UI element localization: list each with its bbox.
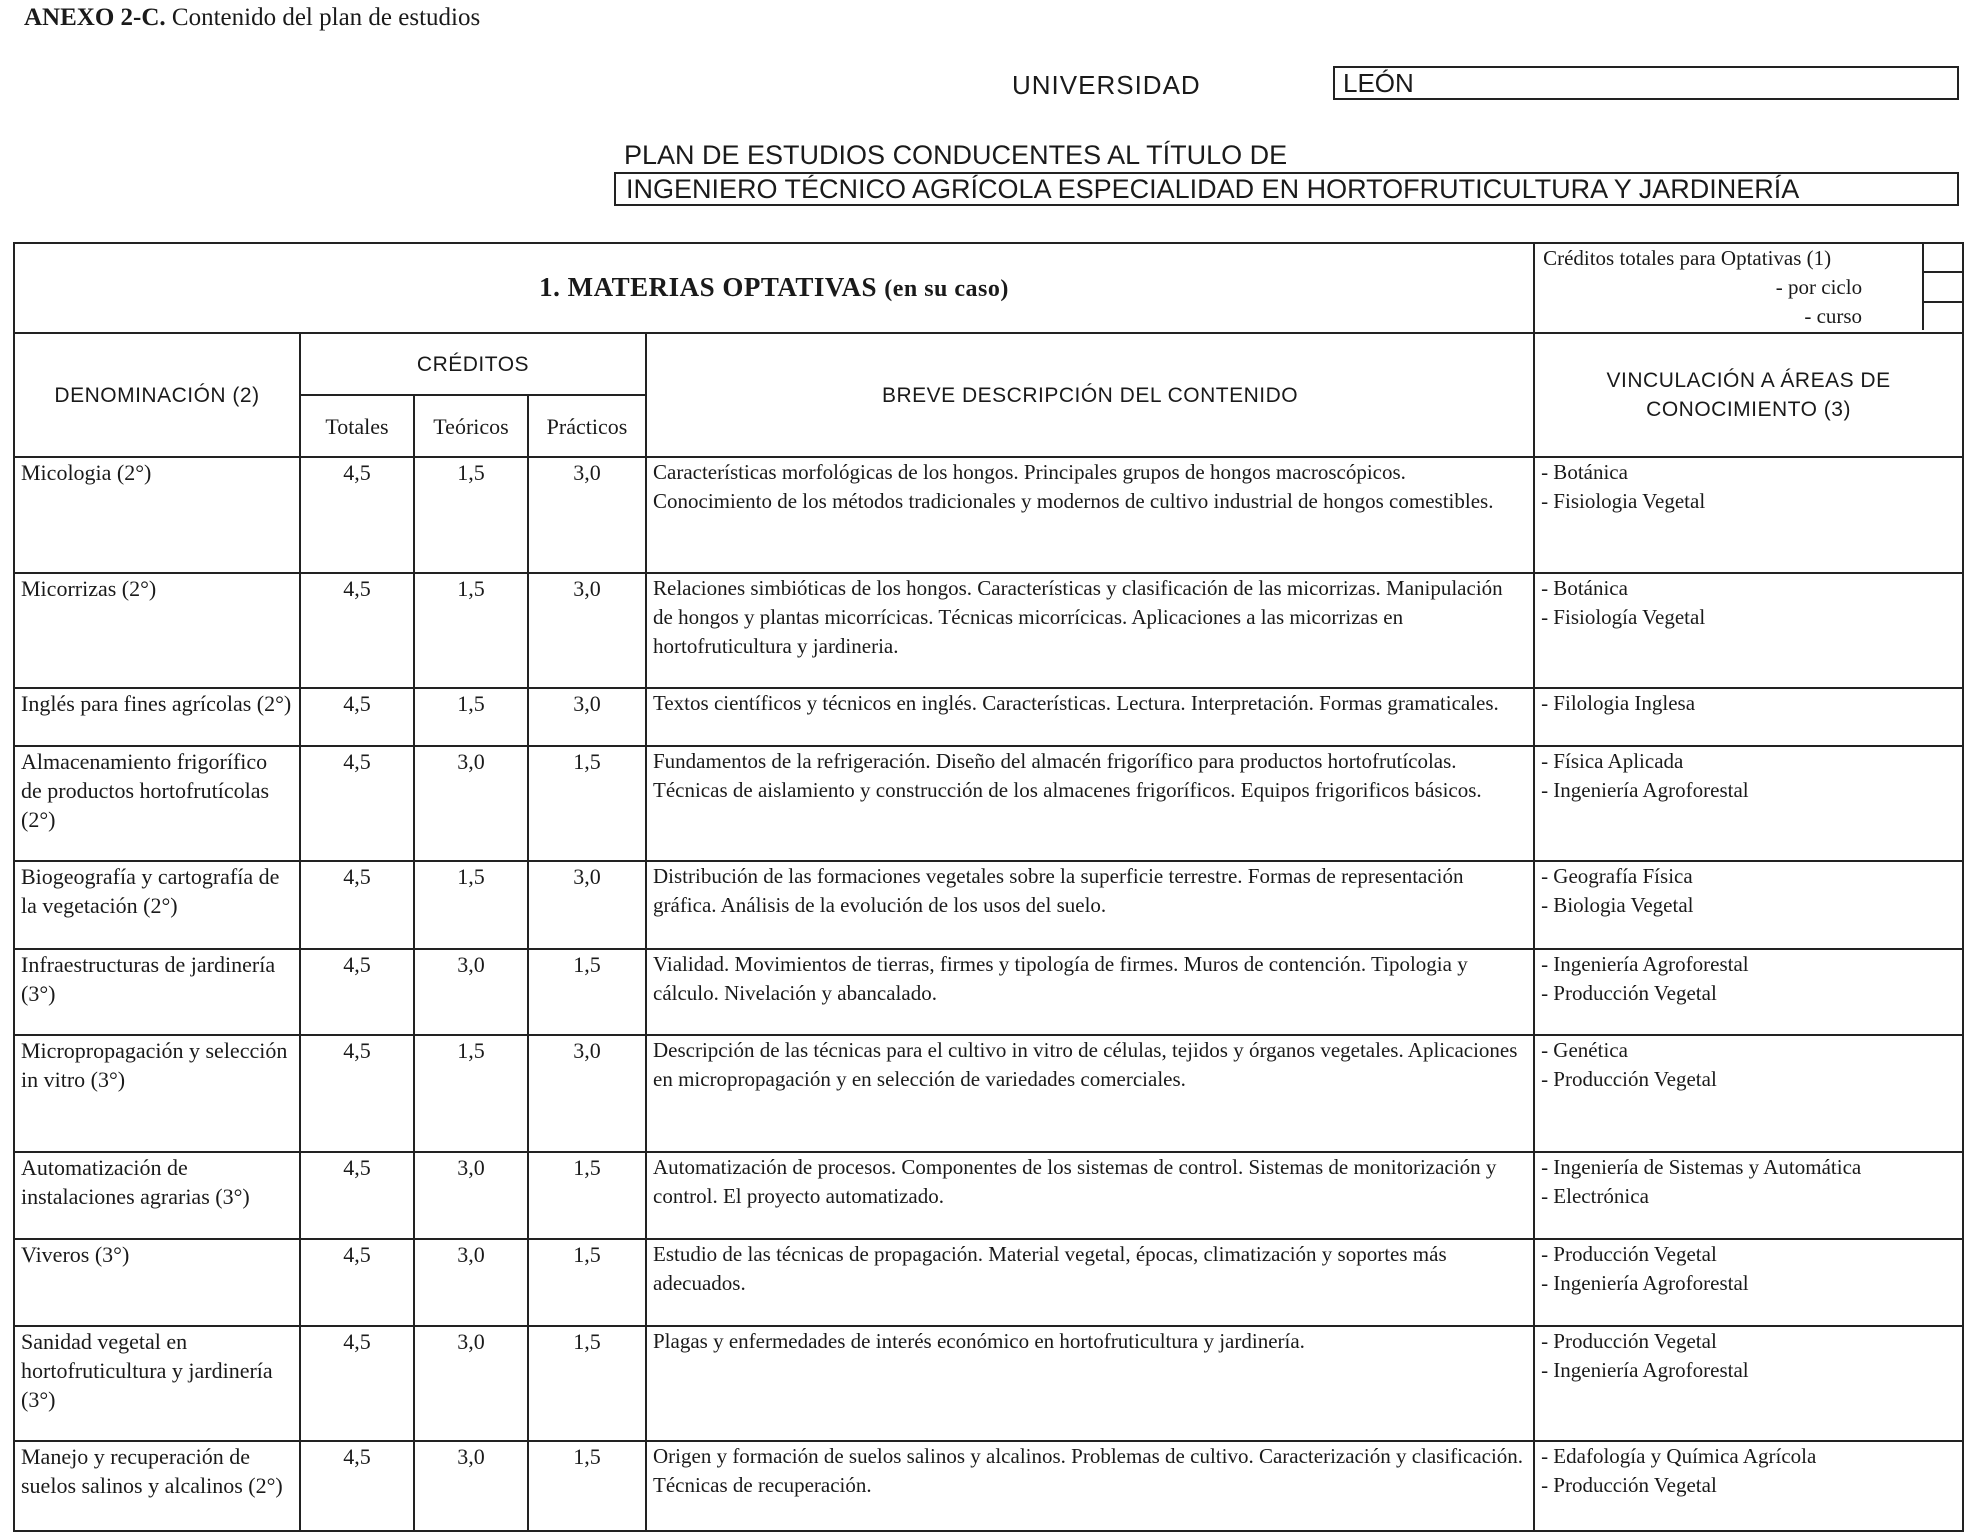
subject-description: Plagas y enfermedades de interés económico en hortofruticultura y jardinería. [646,1326,1534,1441]
knowledge-areas [1534,1239,1963,1326]
area-item: - Electrónica [1541,1184,1649,1208]
subject-description: Textos científicos y técnicos en inglés. Características. Lectura. Interpretación. Formas gramaticales. [646,688,1534,746]
area-item: - Producción Vegetal [1541,1473,1717,1497]
annex-text: Contenido del plan de estudios [171,4,481,31]
knowledge-areas [1534,1326,1963,1441]
knowledge-areas [1534,1035,1963,1152]
credits-totales: 4,5 [300,1239,414,1326]
optional-subjects-table [13,242,1964,1532]
col-totales: Totales [300,395,414,457]
knowledge-areas [1534,1441,1963,1531]
subject-description: Características morfológicas de los hongos. Principales grupos de hongos macroscópicos. Conocimiento de los métodos tradicionales y modernos de cultivo industrial de hongos comestibles. [646,457,1534,573]
knowledge-areas [1534,688,1963,746]
subject-description: Automatización de procesos. Componentes de los sistemas de control. Sistemas de monitorización y control. El proyecto automatizado. [646,1152,1534,1239]
credits-teoricos: 3,0 [414,1326,528,1441]
credits-totales: 4,5 [300,949,414,1035]
col-denominacion: DENOMINACIÓN (2) [14,333,300,457]
table-row [14,457,1963,573]
area-item: - Geografía Física [1541,864,1693,888]
credits-teoricos: 3,0 [414,949,528,1035]
subject-name: Inglés para fines agrícolas (2°) [14,688,300,746]
table-row [14,1441,1963,1531]
credits-totales: 4,5 [300,1152,414,1239]
subject-name: Biogeografía y cartografía de la vegetación (2°) [14,861,300,949]
table-row [14,861,1963,949]
credits-totales: 4,5 [300,688,414,746]
table-row [14,746,1963,861]
area-item: - Ingeniería Agroforestal [1541,952,1749,976]
area-item: - Edafología y Química Agrícola [1541,1444,1817,1468]
credits-totales: 4,5 [300,1441,414,1531]
subject-description: Vialidad. Movimientos de tierras, firmes y tipología de firmes. Muros de contención. Tipologia y cálculo. Nivelación y abancalado. [646,949,1534,1035]
subject-name: Micropropagación y selección in vitro (3°) [14,1035,300,1152]
area-item: - Botánica [1541,576,1628,600]
subject-description: Descripción de las técnicas para el cultivo in vitro de células, tejidos y órganos vegetales. Aplicaciones en micropropagación y en selección de variedades comerciales. [646,1035,1534,1152]
subject-name: Almacenamiento frigorífico de productos hortofrutícolas (2°) [14,746,300,861]
subject-name: Sanidad vegetal en hortofruticultura y jardinería (3°) [14,1326,300,1441]
table-row [14,688,1963,746]
credits-practicos: 1,5 [528,1152,646,1239]
credits-practicos: 1,5 [528,1441,646,1531]
credits-teoricos: 3,0 [414,746,528,861]
annex-label: ANEXO 2-C. [24,4,166,31]
university-label: UNIVERSIDAD [1012,70,1201,100]
area-item: - Genética [1541,1038,1628,1062]
credits-teoricos: 1,5 [414,688,528,746]
credits-practicos: 1,5 [528,746,646,861]
credits-teoricos: 1,5 [414,457,528,573]
credits-totales: 4,5 [300,1035,414,1152]
area-item: - Filologia Inglesa [1541,691,1696,715]
area-item: - Fisiología Vegetal [1541,605,1706,629]
credits-practicos: 3,0 [528,1035,646,1152]
table-row [14,1239,1963,1326]
area-item: - Física Aplicada [1541,749,1684,773]
col-descripcion: BREVE DESCRIPCIÓN DEL CONTENIDO [646,333,1534,457]
area-item: - Ingeniería Agroforestal [1541,1358,1749,1382]
credits-course-label: - curso [1804,304,1863,328]
table-row [14,1035,1963,1152]
area-item: - Producción Vegetal [1541,1067,1717,1091]
knowledge-areas [1534,573,1963,688]
section-title-note: (en su caso) [884,275,1009,302]
subject-description: Relaciones simbióticas de los hongos. Características y clasificación de las micorrizas. Manipulación de hongos y plantas micorrícicas. Técnicas micorrícicas. Aplicaciones a las micorrizas en hortofruticultura y jardineria. [646,573,1534,688]
subject-name: Infraestructuras de jardinería (3°) [14,949,300,1035]
credits-totales: 4,5 [300,1326,414,1441]
credits-practicos: 1,5 [528,1326,646,1441]
section-title-main: 1. MATERIAS OPTATIVAS [539,271,877,302]
total-credits-box [1534,243,1963,333]
col-practicos: Prácticos [528,395,646,457]
credits-teoricos: 1,5 [414,1035,528,1152]
subject-description: Estudio de las técnicas de propagación. Material vegetal, épocas, climatización y soportes más adecuados. [646,1239,1534,1326]
plan-heading: PLAN DE ESTUDIOS CONDUCENTES AL TÍTULO DE [624,140,1288,170]
credits-total-label: Créditos totales para Optativas (1) [1543,246,1832,270]
table-row [14,1326,1963,1441]
credits-totales: 4,5 [300,457,414,573]
credits-teoricos: 3,0 [414,1441,528,1531]
col-teoricos: Teóricos [414,395,528,457]
credits-practicos: 3,0 [528,573,646,688]
credits-totales: 4,5 [300,573,414,688]
area-item: - Ingeniería de Sistemas y Automática [1541,1155,1862,1179]
subject-name: Micologia (2°) [14,457,300,573]
credits-totales: 4,5 [300,746,414,861]
credits-practicos: 3,0 [528,861,646,949]
credits-per-cycle-label: - por ciclo [1775,275,1863,299]
area-item: - Producción Vegetal [1541,1242,1717,1266]
university-value: LEÓN [1333,66,1959,100]
table-row [14,573,1963,688]
credits-practicos: 3,0 [528,688,646,746]
annex-heading [24,4,480,32]
credits-totales: 4,5 [300,861,414,949]
subject-description: Distribución de las formaciones vegetales sobre la superficie terrestre. Formas de representación gráfica. Análisis de la evolución de los usos del suelo. [646,861,1534,949]
credits-teoricos: 3,0 [414,1239,528,1326]
credit-entry-cells [1922,244,1962,330]
table-row [14,1152,1963,1239]
area-item: - Biologia Vegetal [1541,893,1694,917]
plan-title: INGENIERO TÉCNICO AGRÍCOLA ESPECIALIDAD EN HORTOFRUTICULTURA Y JARDINERÍA [614,172,1959,206]
knowledge-areas [1534,861,1963,949]
subject-description: Origen y formación de suelos salinos y alcalinos. Problemas de cultivo. Caracterización y clasificación. Técnicas de recuperación. [646,1441,1534,1531]
knowledge-areas [1534,1152,1963,1239]
knowledge-areas [1534,457,1963,573]
knowledge-areas [1534,746,1963,861]
column-header-row [14,333,1963,395]
subject-name: Manejo y recuperación de suelos salinos y alcalinos (2°) [14,1441,300,1531]
credits-teoricos: 1,5 [414,573,528,688]
credits-teoricos: 1,5 [414,861,528,949]
section-header-row [14,243,1963,333]
section-title [14,243,1534,333]
subject-name: Micorrizas (2°) [14,573,300,688]
credits-practicos: 3,0 [528,457,646,573]
credits-practicos: 1,5 [528,949,646,1035]
col-creditos: CRÉDITOS [300,333,646,395]
subject-name: Automatización de instalaciones agrarias (3°) [14,1152,300,1239]
table-row [14,949,1963,1035]
credits-practicos: 1,5 [528,1239,646,1326]
area-item: - Producción Vegetal [1541,1329,1717,1353]
area-item: - Producción Vegetal [1541,981,1717,1005]
area-item: - Fisiologia Vegetal [1541,489,1706,513]
area-item: - Ingeniería Agroforestal [1541,1271,1749,1295]
subject-name: Viveros (3°) [14,1239,300,1326]
subject-description: Fundamentos de la refrigeración. Diseño del almacén frigorífico para productos hortofrutícolas. Técnicas de aislamiento y construcción de los almacenes frigoríficos. Equipos frigorificos básicos. [646,746,1534,861]
credits-teoricos: 3,0 [414,1152,528,1239]
area-item: - Botánica [1541,460,1628,484]
area-item: - Ingeniería Agroforestal [1541,778,1749,802]
knowledge-areas [1534,949,1963,1035]
col-vinculacion: VINCULACIÓN A ÁREAS DE CONOCIMIENTO (3) [1534,333,1963,457]
